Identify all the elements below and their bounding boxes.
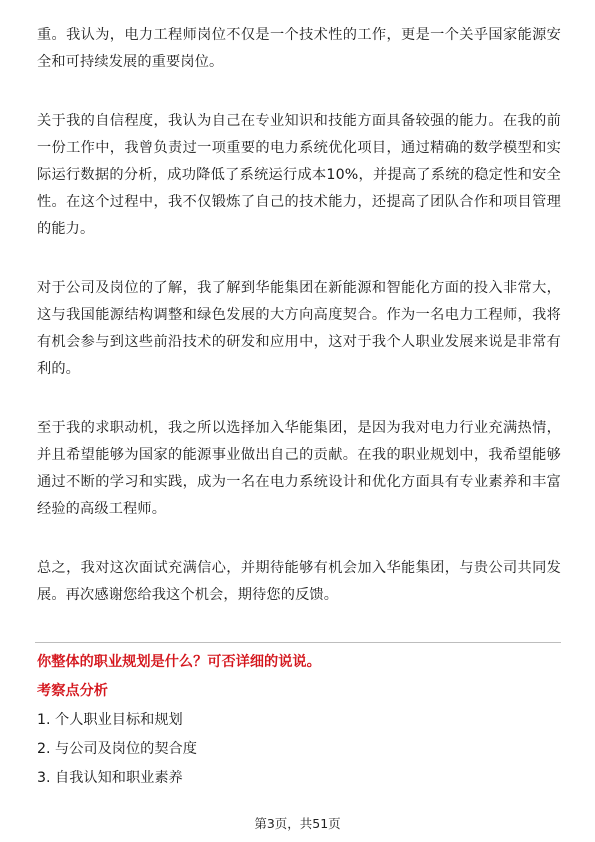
section-divider: [35, 642, 561, 643]
analysis-points-list: [37, 706, 197, 793]
page-number: 第3页，共51页: [254, 816, 341, 831]
paragraph-conclusion: 总之，我对这次面试充满信心，并期待能够有机会加入华能集团，与贵公司共同发展。再次感谢您给我这个机会，期待您的反馈。: [37, 560, 561, 603]
analysis-point: 1. 个人职业目标和规划: [37, 712, 183, 728]
interview-question: 你整体的职业规划是什么？可否详细的说说。: [37, 654, 321, 670]
answer-body: [37, 22, 561, 609]
paragraph-company-understanding: 对于公司及岗位的了解，我了解到华能集团在新能源和智能化方面的投入非常大，这与我国能源结构调整和绿色发展的大方向高度契合。作为一名电力工程师，我将有机会参与到这些前沿技术的研发和应用中，这对于我个人职业发展来说是非常有利的。: [37, 280, 561, 377]
analysis-heading: 考察点分析: [37, 683, 108, 699]
paragraph-intro-ending: 重。我认为，电力工程师岗位不仅是一个技术性的工作，更是一个关乎国家能源安全和可持续发展的重要岗位。: [37, 27, 561, 70]
analysis-point: 2. 与公司及岗位的契合度: [37, 741, 197, 757]
paragraph-confidence: 关于我的自信程度，我认为自己在专业知识和技能方面具备较强的能力。在我的前一份工作中，我曾负责过一项重要的电力系统优化项目，通过精确的数学模型和实际运行数据的分析，成功降低了系统运行成本10%，并提高了系统的稳定性和安全性。在这个过程中，我不仅锻炼了自己的技术能力，还提高了团队合作和项目管理的能力。: [37, 113, 561, 237]
paragraph-motivation: 至于我的求职动机，我之所以选择加入华能集团，是因为我对电力行业充满热情，并且希望能够为国家的能源事业做出自己的贡献。在我的职业规划中，我希望能够通过不断的学习和实践，成为一名在电力系统设计和优化方面具有专业素养和丰富经验的高级工程师。: [37, 420, 561, 517]
analysis-point: 3. 自我认知和职业素养: [37, 770, 183, 786]
